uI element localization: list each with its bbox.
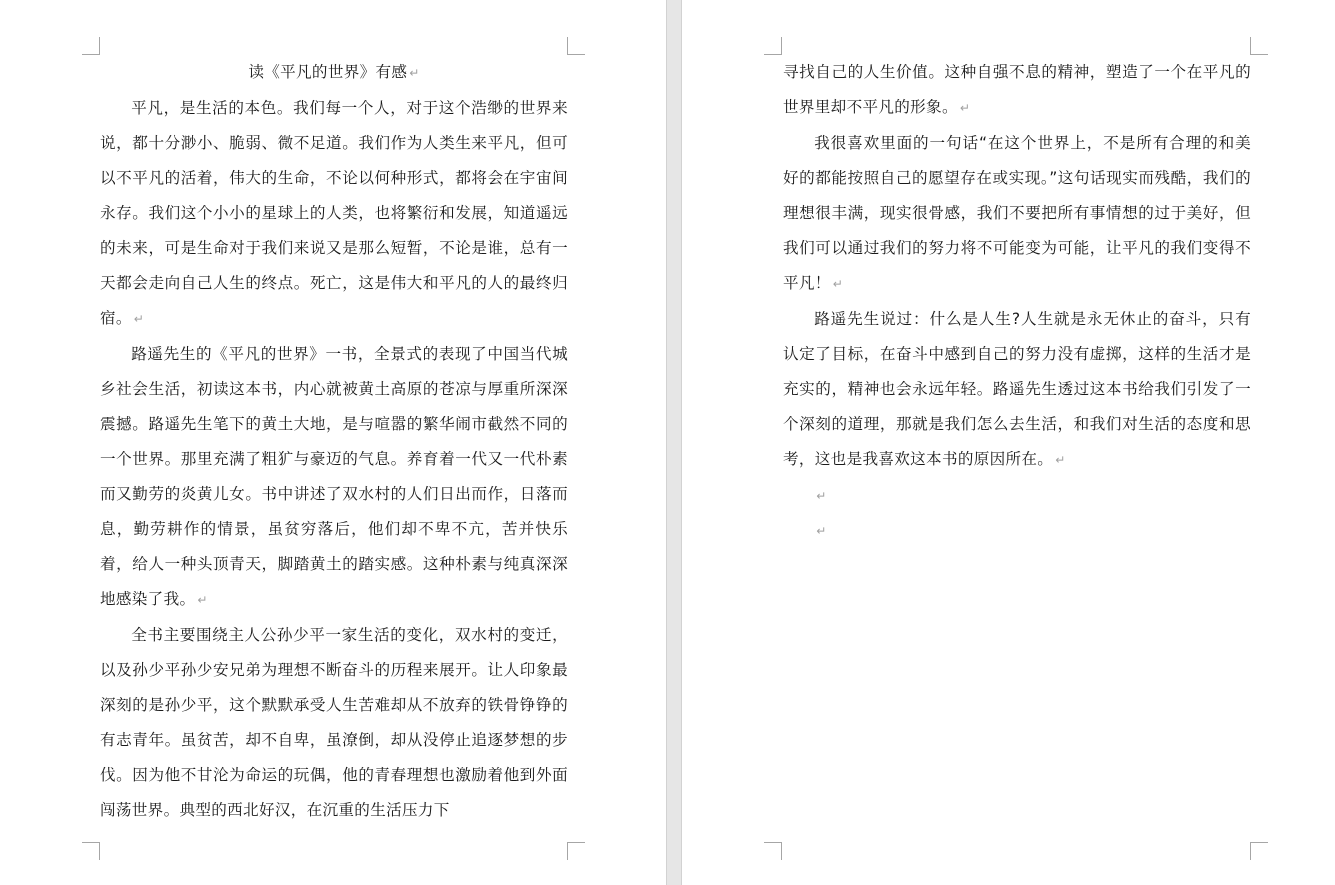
crop-mark-top-left (764, 37, 782, 55)
paragraph-2[interactable] (100, 337, 568, 618)
paragraph-3-continued-text: 寻找自己的人生价值。这种自强不息的精神，塑造了一个在平凡的世界里却不平凡的形象。 (783, 63, 1251, 116)
paragraph-5[interactable] (783, 302, 1251, 478)
paragraph-1[interactable] (100, 91, 568, 337)
crop-mark-top-right (567, 37, 585, 55)
paragraph-3-continued[interactable] (783, 55, 1251, 126)
paragraph-mark-icon: ↵ (1055, 453, 1066, 467)
document-page-2[interactable] (682, 0, 1335, 885)
crop-mark-bottom-right (1250, 842, 1268, 860)
document-page-1[interactable] (0, 0, 666, 885)
page-gutter (666, 0, 682, 885)
paragraph-mark-icon: ↵ (816, 524, 827, 538)
paragraph-mark-icon: ↵ (959, 101, 971, 115)
document-title-text: 读《平凡的世界》有感 (248, 63, 408, 81)
paragraph-mark-icon: ↵ (409, 66, 420, 80)
paragraph-2-text: 路遥先生的《平凡的世界》一书，全景式的表现了中国当代城乡社会生活，初读这本书，内心就被黄土高原的苍凉与厚重所深深震撼。路遥先生笔下的黄土大地，是与喧嚣的繁华闹市截然不同的一个世界。那里充满了粗犷与豪迈的气息。养育着一代又一代朴素而又勤劳的炎黄儿女。书中讲述了双水村的人们日出而作，日落而息，勤劳耕作的情景，虽贫穷落后，他们却不卑不亢，苦并快乐着，给人一种头顶青天，脚踏黄土的踏实感。这种朴素与纯真深深地感染了我。 (100, 345, 568, 608)
paragraph-5-text: 路遥先生说过：什么是人生?人生就是永无休止的奋斗，只有认定了目标，在奋斗中感到自己的努力没有虚掷，这样的生活才是充实的，精神也会永远年轻。路遥先生透过这本书给我们引发了一个深刻的道理，那就是我们怎么去生活，和我们对生活的态度和思考，这也是我喜欢这本书的原因所在。 (783, 310, 1251, 468)
crop-mark-bottom-left (82, 842, 100, 860)
paragraph-3[interactable] (100, 618, 568, 828)
page-1-text-area[interactable] (100, 55, 568, 828)
paragraph-4-text: 我很喜欢里面的一句话“在这个世界上，不是所有合理的和美好的都能按照自己的愿望存在或实现。”这句话现实而残酷，我们的理想很丰满，现实很骨感，我们不要把所有事情想的过于美好，但我们可以通过我们的努力将不可能变为可能，让平凡的我们变得不平凡！ (783, 134, 1251, 292)
paragraph-4[interactable] (783, 126, 1251, 302)
page-2-text-area[interactable] (783, 55, 1251, 548)
paragraph-1-text: 平凡，是生活的本色。我们每一个人，对于这个浩缈的世界来说，都十分渺小、脆弱、微不足道。我们作为人类生来平凡，但可以不平凡的活着，伟大的生命，不论以何种形式，都将会在宇宙间永存。我们这个小小的星球上的人类，也将繁衍和发展，知道遥远的未来，可是生命对于我们来说又是那么短暂，不论是谁，总有一天都会走向自己人生的终点。死亡，这是伟大和平凡的人的最终归宿。 (100, 99, 568, 327)
empty-paragraph-1[interactable] (783, 478, 1251, 513)
crop-mark-top-right (1250, 37, 1268, 55)
crop-mark-top-left (82, 37, 100, 55)
paragraph-3-text: 全书主要围绕主人公孙少平一家生活的变化，双水村的变迁，以及孙少平孙少安兄弟为理想不断奋斗的历程来展开。让人印象最深刻的是孙少平，这个默默承受人生苦难却从不放弃的铁骨铮铮的有志青年。虽贫苦，却不自卑，虽潦倒，却从没停止追逐梦想的步伐。因为他不甘沦为命运的玩偶，他的青春理想也激励着他到外面闯荡世界。典型的西北好汉，在沉重的生活压力下 (100, 626, 568, 819)
paragraph-mark-icon: ↵ (816, 489, 827, 503)
paragraph-mark-icon: ↵ (197, 593, 208, 607)
crop-mark-bottom-right (567, 842, 585, 860)
document-title[interactable] (100, 55, 568, 91)
paragraph-mark-icon: ↵ (133, 312, 145, 326)
empty-paragraph-2[interactable] (783, 513, 1251, 548)
crop-mark-bottom-left (764, 842, 782, 860)
paragraph-mark-icon: ↵ (832, 277, 844, 291)
